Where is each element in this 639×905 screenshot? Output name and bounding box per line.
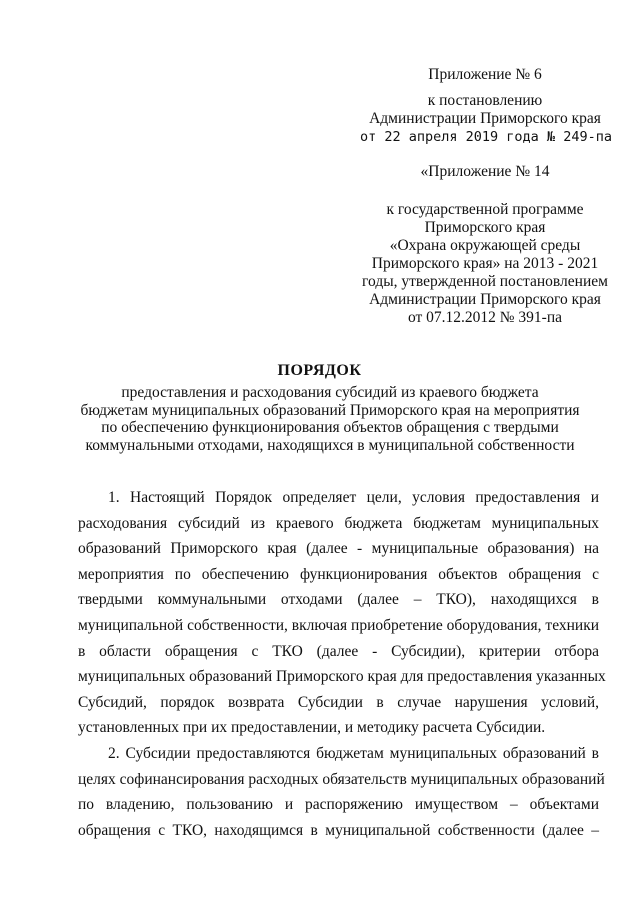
appendix-14-line: от 07.12.2012 № 391-па: [407, 309, 563, 326]
paragraph-2: [78, 741, 605, 843]
paragraph-line: мероприятия по обеспечению функционирования объектов обращения с: [78, 565, 599, 583]
appendix-14-line: «Охрана окружающей среды: [389, 237, 581, 254]
paragraph-line: муниципальных образований Приморского края для предоставления указанных: [78, 668, 606, 686]
subtitle-line: по обеспечению функционирования объектов обращения с твердыми: [101, 419, 559, 436]
document-title: ПОРЯДОК: [277, 362, 362, 379]
subtitle-line: коммунальными отходами, находящихся в муниципальной собственности: [85, 436, 575, 454]
appendix-6-number: Приложение № 6: [428, 66, 542, 83]
document-subtitle: [60, 384, 600, 454]
paragraph-line: обращения с ТКО, находящимся в муниципальной собственности (далее –: [78, 821, 599, 839]
subtitle-line: предоставления и расходования субсидий из краевого бюджета: [121, 384, 539, 401]
paragraph-line: в области обращения с ТКО (далее - Субсидии), критерии отбора: [78, 642, 599, 660]
appendix-14-line: к государственной программе: [386, 201, 584, 218]
paragraph-line: по владению, пользованию и распоряжению имуществом – объектами: [78, 796, 599, 814]
subtitle-line: бюджетам муниципальных образований Приморского края на мероприятия: [80, 401, 580, 419]
appendix-14-line: годы, утвержденной постановлением: [362, 273, 608, 290]
appendix-14-line: Приморского края: [424, 219, 546, 236]
paragraph-line: образований Приморского края (далее - муниципальные образования) на: [78, 540, 599, 558]
paragraph-line: целях софинансирования расходных обязательств муниципальных образований: [78, 770, 605, 788]
appendix-14-header: [360, 163, 610, 327]
appendix-14-number: «Приложение № 14: [420, 163, 550, 180]
appendix-14-line: Приморского края» на 2013 - 2021: [371, 255, 599, 272]
appendix-6-header: [360, 66, 610, 146]
appendix-14-line: Администрации Приморского края: [369, 291, 601, 308]
paragraph-line: твердыми коммунальными отходами (далее – ТКО), находящихся в: [78, 591, 599, 609]
paragraph-line: Субсидий, порядок возврата Субсидии в случае нарушения условий,: [78, 693, 599, 711]
paragraph-line: расходования субсидий из краевого бюджета бюджетам муниципальных: [78, 514, 599, 532]
appendix-6-resolution-ref: к постановлению: [427, 92, 543, 109]
appendix-6-date: от 22 апреля 2019 года № 249-па: [360, 129, 612, 145]
paragraph-1: [78, 485, 606, 741]
paragraph-line: 2. Субсидии предоставляются бюджетам муниципальных образований в: [108, 745, 599, 762]
paragraph-line: 1. Настоящий Порядок определяет цели, условия предоставления и: [108, 489, 599, 506]
paragraph-line: муниципальной собственности, включая приобретение оборудования, техники: [78, 616, 600, 634]
appendix-6-authority: Администрации Приморского края: [369, 110, 601, 127]
paragraph-line: установленных при их предоставлении, и методику расчета Субсидии.: [78, 719, 546, 737]
